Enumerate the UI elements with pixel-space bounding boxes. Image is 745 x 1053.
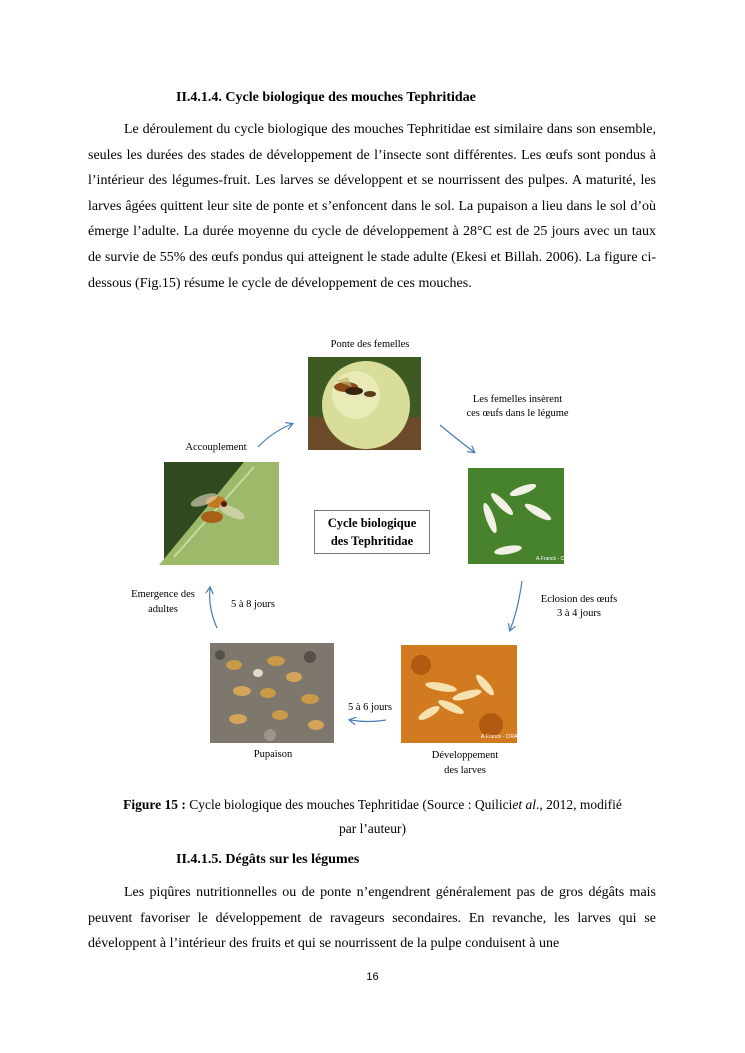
label-duree-pupes: 5 à 8 jours [230, 599, 276, 610]
caption-italic: et al [512, 797, 536, 812]
label-ponte: Ponte des femelles [330, 339, 410, 350]
label-pupaison: Pupaison [253, 749, 293, 760]
label-emergence-2: adultes [148, 604, 178, 615]
paragraph-degats-text: Les piqûres nutritionnelles ou de ponte n’engendrent généralement pas de gros dégâts mais peuvent favoriser le développement de ravageurs secondaires. En revanche, les larves qui se développent à l’intérieur des fruits et qui se nourrissent de la pulpe conduisent à une [88, 885, 656, 952]
section-heading-degats: II.4.1.5. Dégâts sur les légumes [176, 852, 360, 867]
label-accouplement: Accouplement [185, 442, 247, 453]
arrow-oeufs-to-larves [510, 581, 522, 630]
cycle-center-line-2: des Tephritidae [330, 534, 414, 548]
label-insertion-1: Les femelles insèrent [472, 394, 563, 405]
label-developpement-1: Développement [431, 750, 499, 761]
photo-credit-eggs: A.Franck - CIRAD [536, 556, 577, 562]
caption-label: Figure 15 : [123, 797, 186, 812]
page-number: 16 [366, 971, 379, 983]
label-duree-larves: 5 à 6 jours [347, 702, 393, 713]
caption-line-2: par l’auteur) [338, 821, 407, 836]
figure-caption [80, 793, 665, 841]
paragraph-cycle-text: Le déroulement du cycle biologique des mouches Tephritidae est similaire dans son ensemble, seules les durées des stades de développement de l’insecte sont différentes. Les œufs sont pondus à l’intérieur des légumes-fruit. Les larves se développent et se nourrissent des pulpes. A maturité, les larves âgées quittent leur site de ponte et s’enfoncent dans le sol. La pupaison a lieu dans le sol d’où émerge l’adulte. La durée moyenne du cycle de développement à 28°C est de 25 jours avec un taux de survie de 55% des œufs pondus qui atteignent le stade adulte (Ekesi et Billah. 2006). La figure ci-dessous (Fig.15) résume le cycle de développement de ces mouches. [88, 122, 656, 291]
label-eclosion-2: 3 à 4 jours [556, 608, 602, 619]
arrow-larves-to-pupaison [350, 720, 386, 722]
arrow-pupaison-to-emergence [210, 588, 217, 628]
arrow-accouplement-to-ponte [258, 424, 292, 447]
label-insertion-2: ces œufs dans le légume [466, 408, 569, 419]
cycle-center-line-1: Cycle biologique [327, 516, 417, 530]
label-developpement-2: des larves [444, 765, 486, 776]
caption-text-1: Cycle biologique des mouches Tephritidae (Source : Quilici [185, 797, 513, 812]
paragraph-degats [88, 880, 656, 957]
arrow-ponte-to-oeufs [440, 425, 474, 452]
section-heading-cycle: II.4.1.4. Cycle biologique des mouches Tephritidae [176, 90, 476, 105]
photo-credit-larvae: A.Franck - CIRAD [481, 734, 522, 740]
label-eclosion-1: Eclosion des œufs [540, 594, 618, 605]
caption-text-2: ., 2012, modifié [535, 797, 622, 812]
label-emergence-1: Emergence des [131, 589, 195, 600]
